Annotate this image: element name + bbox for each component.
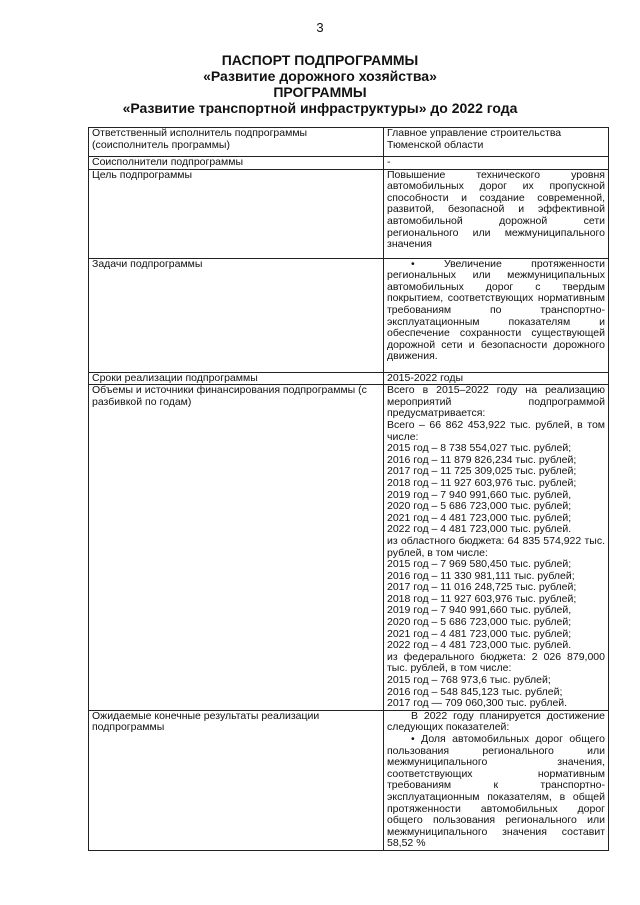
funding-year-line: 2016 год – 548 845,123 тыс. рублей; [387, 685, 563, 698]
label-funding: Объемы и источники финансирования подпрограммы (с разбивкой по годам) [89, 385, 384, 711]
label-results: Ожидаемые конечные результаты реализации подпрограммы [89, 710, 384, 850]
value-period: 2015-2022 годы [384, 372, 609, 385]
funding-year-line: 2021 год – 4 481 723,000 тыс. рублей; [387, 627, 572, 640]
funding-year-line: 2015 год – 8 738 554,027 тыс. рублей; [387, 442, 572, 455]
funding-year-line: 2020 год – 5 686 723,000 тыс. рублей; [387, 500, 572, 513]
funding-intro: Всего в 2015–2022 году на реализацию мероприятий подпрограммой предусматривается: [387, 384, 605, 420]
row-tasks [89, 258, 609, 372]
title-line-4: «Развитие транспортной инфраструктуры» до 2022 года [122, 100, 518, 116]
funding-year-line: 2022 год – 4 481 723,000 тыс. рублей. [387, 639, 572, 652]
funding-year-line: 2019 год – 7 940 991,660 тыс. рублей, [387, 488, 572, 501]
row-period [89, 372, 609, 385]
funding-federal-years [387, 675, 605, 710]
label-coexecutors: Соисполнители подпрограммы [89, 157, 384, 170]
funding-year-line: 2021 год – 4 481 723,000 тыс. рублей; [387, 511, 572, 524]
funding-year-line: 2016 год – 11 330 981,111 тыс. рублей; [387, 569, 575, 582]
funding-year-line: 2015 год – 7 969 580,450 тыс. рублей; [387, 558, 572, 571]
funding-year-line: 2018 год – 11 927 603,976 тыс. рублей; [387, 476, 577, 489]
funding-regional-years [387, 559, 605, 652]
value-goal: Повышение технического уровня автомобильных дорог их пропускной способности и создание современной, развитой, безопасной и эффективной автомобильной дорожной сети регионального или межмуниципального значения [384, 169, 609, 258]
funding-federal: из федерального бюджета: 2 026 879,000 тыс. рублей, в том числе: [387, 650, 605, 675]
label-goal: Цель подпрограммы [89, 169, 384, 258]
funding-year-line: 2017 год – 11 016 248,725 тыс. рублей; [387, 581, 577, 594]
funding-year-line: 2022 год – 4 481 723,000 тыс. рублей. [387, 523, 572, 536]
row-results [89, 710, 609, 850]
passport-table [88, 127, 609, 851]
value-results [384, 710, 609, 850]
title-line-3: ПРОГРАММЫ [273, 84, 367, 100]
label-tasks: Задачи подпрограммы [89, 258, 384, 372]
row-executor [89, 128, 609, 157]
value-funding [384, 385, 609, 711]
document-title [0, 52, 640, 116]
label-executor: Ответственный исполнитель подпрограммы (соисполнитель программы) [89, 128, 384, 157]
funding-year-line: 2019 год – 7 940 991,660 тыс. рублей, [387, 604, 572, 617]
title-line-2: «Развитие дорожного хозяйства» [203, 68, 437, 84]
funding-total: Всего – 66 862 453,922 тыс. рублей, в том числе: [387, 418, 605, 443]
funding-year-line: 2015 год – 768 973,6 тыс. рублей; [387, 674, 551, 687]
row-goal [89, 169, 609, 258]
results-item: • Доля автомобильных дорог общего пользования регионального или межмуниципального значения, соответствующих нормативным требованиям к транспортно-эксплуатационным показателям, в общей протяженности автомобильных дорог общего пользования регионального или межмуниципального значения составит 58,52 % [387, 733, 605, 850]
results-intro: В 2022 году планируется достижение следующих показателей: [387, 709, 605, 734]
row-coexecutors [89, 157, 609, 170]
label-period: Сроки реализации подпрограммы [89, 372, 384, 385]
funding-year-line: 2020 год – 5 686 723,000 тыс. рублей; [387, 616, 572, 629]
value-tasks: • Увеличение протяженности региональных или межмуниципальных автомобильных дорог с твердым покрытием, соответствующих нормативным требованиям по транспортно-эксплуатационным показателям и обеспечение сохранности существующей дорожной сети и безопасности дорожного движения. [384, 258, 609, 372]
page-number: 3 [316, 20, 324, 35]
funding-year-line: 2017 год – 11 725 309,025 тыс. рублей; [387, 465, 577, 478]
row-funding [89, 385, 609, 711]
title-line-1: ПАСПОРТ ПОДПРОГРАММЫ [221, 52, 419, 68]
funding-year-line: 2018 год – 11 927 603,976 тыс. рублей; [387, 592, 577, 605]
funding-total-years [387, 443, 605, 536]
value-coexecutors: - [384, 157, 609, 170]
funding-year-line: 2016 год – 11 879 826,234 тыс. рублей; [387, 453, 577, 466]
funding-year-line: 2017 год — 709 060,300 тыс. рублей. [387, 697, 568, 710]
funding-regional: из областного бюджета: 64 835 574,922 тыс. рублей, в том числе: [387, 534, 605, 559]
value-executor: Главное управление строительства Тюменской области [384, 128, 609, 157]
